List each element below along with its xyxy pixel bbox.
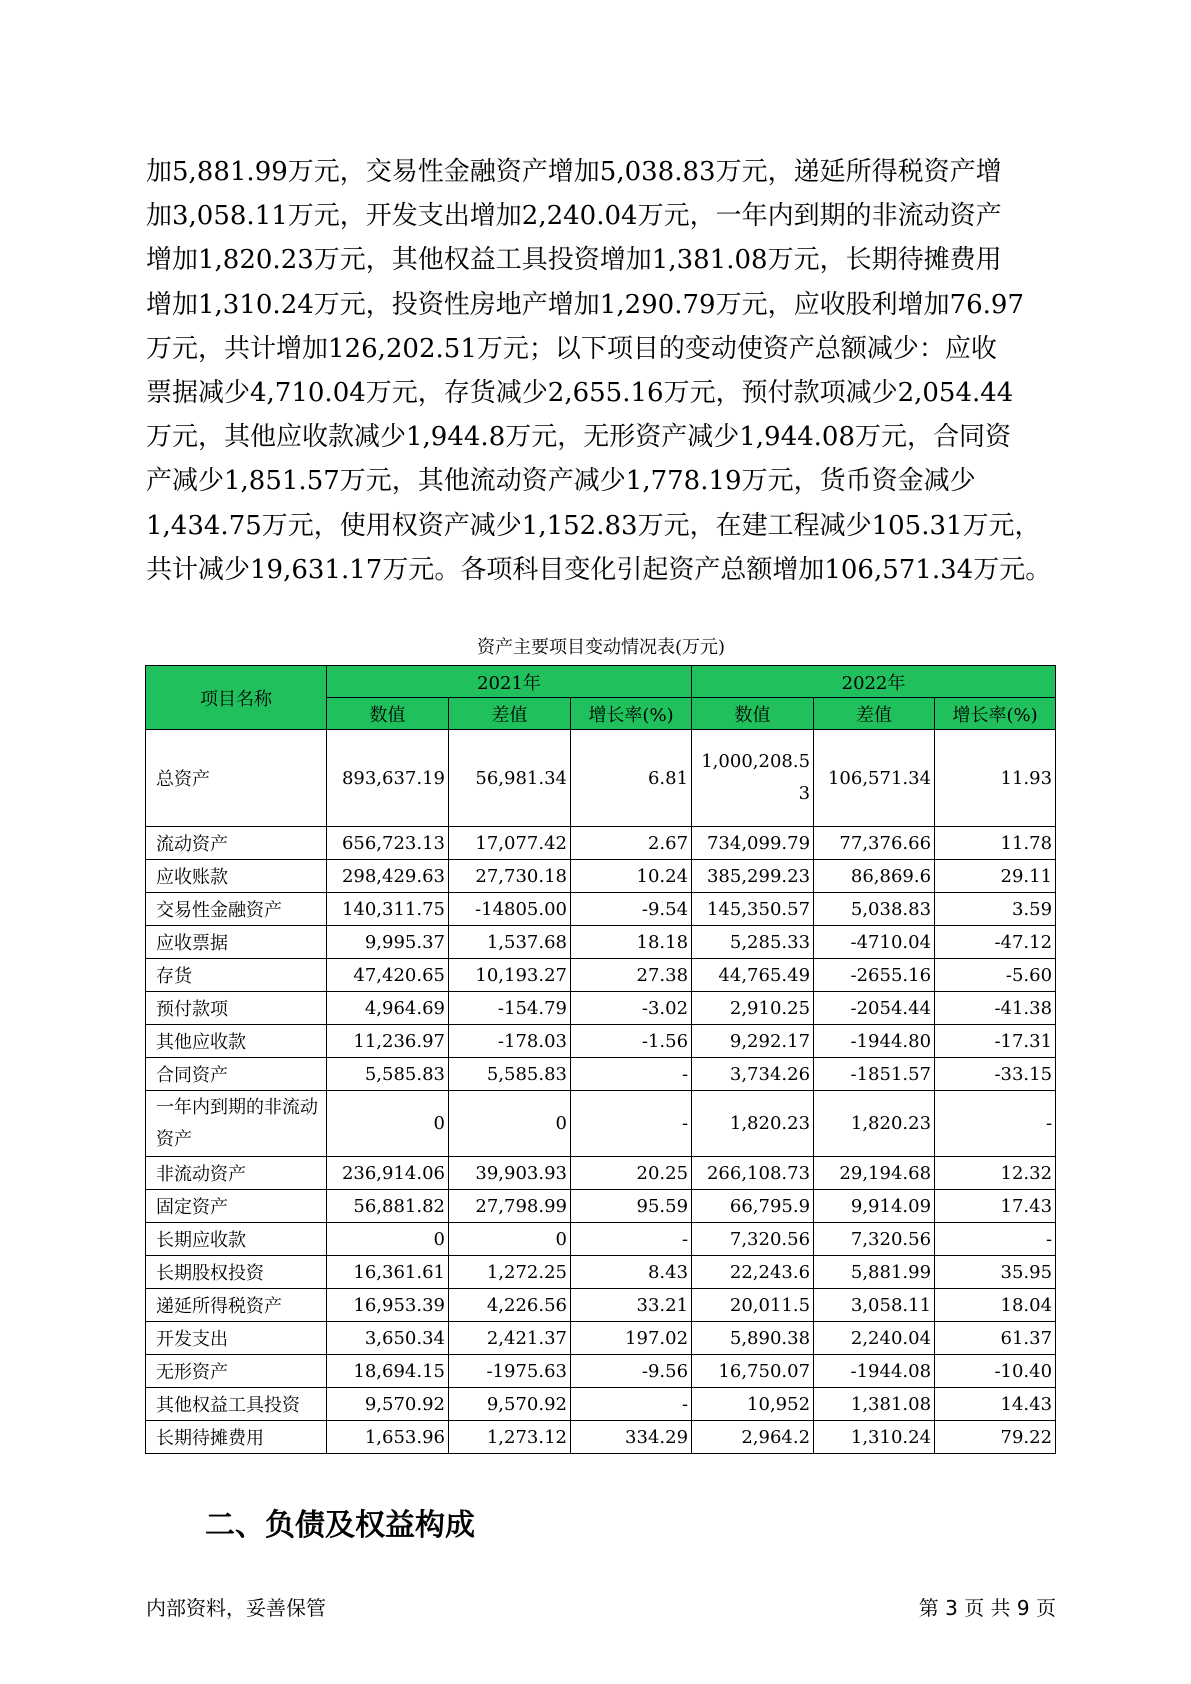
table-row <box>146 1289 1056 1322</box>
cell-growth-2021: - <box>571 1223 692 1256</box>
row-item-name: 长期股权投资 <box>146 1256 327 1289</box>
cell-value-2022: 44,765.49 <box>692 959 814 992</box>
cell-value-2021: 11,236.97 <box>327 1025 449 1058</box>
table-row <box>146 1025 1056 1058</box>
cell-value-2021: 236,914.06 <box>327 1157 449 1190</box>
paragraph-line: 加5,881.99万元，交易性金融资产增加5,038.83万元，递延所得税资产增 <box>146 157 1002 187</box>
cell-diff-2022: -4710.04 <box>814 926 935 959</box>
cell-growth-2022: 18.04 <box>935 1289 1056 1322</box>
cell-growth-2022: -47.12 <box>935 926 1056 959</box>
cell-growth-2022: -33.15 <box>935 1058 1056 1091</box>
row-item-name: 流动资产 <box>146 827 327 860</box>
header-item-name: 项目名称 <box>146 666 327 730</box>
cell-value-2021: 3,650.34 <box>327 1322 449 1355</box>
cell-growth-2021: 6.81 <box>571 730 692 827</box>
cell-growth-2021: - <box>571 1058 692 1091</box>
header-growth-2021: 增长率(%) <box>571 698 692 730</box>
cell-growth-2022: 11.93 <box>935 730 1056 827</box>
cell-diff-2022: 9,914.09 <box>814 1190 935 1223</box>
cell-growth-2021: - <box>571 1091 692 1157</box>
paragraph-line: 万元，共计增加126,202.51万元；以下项目的变动使资产总额减少：应收 <box>146 333 997 364</box>
cell-growth-2021: -9.54 <box>571 893 692 926</box>
cell-value-2021: 4,964.69 <box>327 992 449 1025</box>
cell-diff-2022: 106,571.34 <box>814 730 935 827</box>
header-growth-2022: 增长率(%) <box>935 698 1056 730</box>
table-row <box>146 1190 1056 1223</box>
footer-confidential-note: 内部资料，妥善保管 <box>146 1596 326 1620</box>
cell-growth-2022: 61.37 <box>935 1322 1056 1355</box>
cell-value-2021: 298,429.63 <box>327 860 449 893</box>
row-item-name: 其他应收款 <box>146 1025 327 1058</box>
cell-value-2022: 22,243.6 <box>692 1256 814 1289</box>
row-item-name: 预付款项 <box>146 992 327 1025</box>
asset-change-table <box>145 665 1056 1454</box>
row-item-name: 总资产 <box>146 730 327 827</box>
cell-growth-2022: 79.22 <box>935 1421 1056 1454</box>
header-year-2021: 2021年 <box>327 666 692 698</box>
row-item-name: 一年内到期的非流动资产 <box>146 1091 327 1157</box>
cell-value-2022: 2,964.2 <box>692 1421 814 1454</box>
cell-value-2022: 385,299.23 <box>692 860 814 893</box>
table-row <box>146 860 1056 893</box>
paragraph-line: 1,434.75万元，使用权资产减少1,152.83万元，在建工程减少105.31万元， <box>146 510 1041 541</box>
cell-growth-2021: 33.21 <box>571 1289 692 1322</box>
cell-diff-2021: 10,193.27 <box>449 959 571 992</box>
cell-growth-2022: 35.95 <box>935 1256 1056 1289</box>
cell-diff-2022: -2655.16 <box>814 959 935 992</box>
cell-diff-2021: 1,272.25 <box>449 1256 571 1289</box>
header-value-2021: 数值 <box>327 698 449 730</box>
table-row <box>146 1355 1056 1388</box>
cell-value-2022: 10,952 <box>692 1388 814 1421</box>
cell-growth-2021: - <box>571 1388 692 1421</box>
cell-diff-2021: 17,077.42 <box>449 827 571 860</box>
cell-diff-2021: 0 <box>449 1223 571 1256</box>
cell-value-2021: 18,694.15 <box>327 1355 449 1388</box>
cell-value-2022: 734,099.79 <box>692 827 814 860</box>
cell-value-2021: 5,585.83 <box>327 1058 449 1091</box>
cell-growth-2022: 11.78 <box>935 827 1056 860</box>
cell-diff-2021: 5,585.83 <box>449 1058 571 1091</box>
cell-growth-2022: 29.11 <box>935 860 1056 893</box>
cell-growth-2021: 2.67 <box>571 827 692 860</box>
cell-value-2022: 9,292.17 <box>692 1025 814 1058</box>
cell-growth-2022: 12.32 <box>935 1157 1056 1190</box>
cell-growth-2021: 10.24 <box>571 860 692 893</box>
cell-diff-2022: 3,058.11 <box>814 1289 935 1322</box>
header-year-2022: 2022年 <box>692 666 1056 698</box>
cell-diff-2022: -2054.44 <box>814 992 935 1025</box>
cell-diff-2021: -154.79 <box>449 992 571 1025</box>
row-item-name: 合同资产 <box>146 1058 327 1091</box>
header-diff-2021: 差值 <box>449 698 571 730</box>
table-row <box>146 992 1056 1025</box>
cell-value-2021: 656,723.13 <box>327 827 449 860</box>
cell-value-2021: 16,361.61 <box>327 1256 449 1289</box>
row-item-name: 非流动资产 <box>146 1157 327 1190</box>
cell-diff-2021: 56,981.34 <box>449 730 571 827</box>
row-item-name: 存货 <box>146 959 327 992</box>
cell-diff-2021: 1,537.68 <box>449 926 571 959</box>
cell-diff-2021: 2,421.37 <box>449 1322 571 1355</box>
cell-value-2022: 2,910.25 <box>692 992 814 1025</box>
cell-value-2021: 0 <box>327 1091 449 1157</box>
cell-growth-2022: 3.59 <box>935 893 1056 926</box>
table-row <box>146 1157 1056 1190</box>
row-item-name: 长期应收款 <box>146 1223 327 1256</box>
cell-diff-2021: -14805.00 <box>449 893 571 926</box>
table-row <box>146 893 1056 926</box>
table-row <box>146 1322 1056 1355</box>
cell-value-2022: 7,320.56 <box>692 1223 814 1256</box>
cell-value-2021: 9,995.37 <box>327 926 449 959</box>
cell-growth-2022: - <box>935 1223 1056 1256</box>
cell-diff-2022: 29,194.68 <box>814 1157 935 1190</box>
table-row <box>146 959 1056 992</box>
cell-diff-2021: -1975.63 <box>449 1355 571 1388</box>
section-heading: 二、负债及权益构成 <box>205 1508 475 1543</box>
cell-diff-2022: 5,881.99 <box>814 1256 935 1289</box>
cell-diff-2022: 2,240.04 <box>814 1322 935 1355</box>
table-row <box>146 1058 1056 1091</box>
cell-growth-2022: 14.43 <box>935 1388 1056 1421</box>
cell-growth-2021: -9.56 <box>571 1355 692 1388</box>
cell-value-2022: 5,285.33 <box>692 926 814 959</box>
paragraph-line: 万元，其他应收款减少1,944.8万元，无形资产减少1,944.08万元，合同资 <box>146 422 1012 453</box>
cell-growth-2021: 27.38 <box>571 959 692 992</box>
paragraph-line: 加3,058.11万元，开发支出增加2,240.04万元，一年内到期的非流动资产 <box>146 201 1002 232</box>
table-header <box>146 666 1056 730</box>
table-row <box>146 827 1056 860</box>
cell-growth-2021: 95.59 <box>571 1190 692 1223</box>
cell-value-2021: 9,570.92 <box>327 1388 449 1421</box>
cell-value-2021: 1,653.96 <box>327 1421 449 1454</box>
row-item-name: 固定资产 <box>146 1190 327 1223</box>
cell-diff-2022: 1,310.24 <box>814 1421 935 1454</box>
table-row <box>146 730 1056 827</box>
table-row <box>146 1421 1056 1454</box>
cell-diff-2021: 27,798.99 <box>449 1190 571 1223</box>
row-item-name: 应收账款 <box>146 860 327 893</box>
footer-page-number: 第 3 页 共 9 页 <box>918 1596 1056 1620</box>
table-row <box>146 1223 1056 1256</box>
cell-growth-2022: 17.43 <box>935 1190 1056 1223</box>
cell-growth-2022: -17.31 <box>935 1025 1056 1058</box>
header-value-2022: 数值 <box>692 698 814 730</box>
cell-diff-2021: -178.03 <box>449 1025 571 1058</box>
cell-growth-2021: 8.43 <box>571 1256 692 1289</box>
row-item-name: 交易性金融资产 <box>146 893 327 926</box>
cell-diff-2022: 7,320.56 <box>814 1223 935 1256</box>
table-row <box>146 926 1056 959</box>
cell-value-2021: 47,420.65 <box>327 959 449 992</box>
cell-diff-2021: 9,570.92 <box>449 1388 571 1421</box>
cell-value-2022: 266,108.73 <box>692 1157 814 1190</box>
cell-value-2022: 66,795.9 <box>692 1190 814 1223</box>
paragraph-line: 共计减少19,631.17万元。各项科目变化引起资产总额增加106,571.34万元。 <box>146 554 1052 585</box>
header-diff-2022: 差值 <box>814 698 935 730</box>
cell-growth-2021: -1.56 <box>571 1025 692 1058</box>
paragraph-line: 增加1,820.23万元，其他权益工具投资增加1,381.08万元，长期待摊费用 <box>146 245 1002 276</box>
row-item-name: 开发支出 <box>146 1322 327 1355</box>
cell-growth-2022: - <box>935 1091 1056 1157</box>
cell-diff-2021: 0 <box>449 1091 571 1157</box>
cell-value-2021: 16,953.39 <box>327 1289 449 1322</box>
cell-growth-2022: -10.40 <box>935 1355 1056 1388</box>
paragraph-line: 增加1,310.24万元，投资性房地产增加1,290.79万元，应收股利增加76.97 <box>146 289 1024 320</box>
body-paragraph <box>146 150 1066 592</box>
cell-value-2021: 893,637.19 <box>327 730 449 827</box>
cell-diff-2022: -1944.80 <box>814 1025 935 1058</box>
table-body <box>146 730 1056 1454</box>
row-item-name: 无形资产 <box>146 1355 327 1388</box>
row-item-name: 长期待摊费用 <box>146 1421 327 1454</box>
cell-diff-2022: 86,869.6 <box>814 860 935 893</box>
cell-diff-2021: 39,903.93 <box>449 1157 571 1190</box>
table-row <box>146 1091 1056 1157</box>
paragraph-line: 产减少1,851.57万元，其他流动资产减少1,778.19万元，货币资金减少 <box>146 466 976 497</box>
cell-diff-2022: 1,820.23 <box>814 1091 935 1157</box>
cell-value-2022: 145,350.57 <box>692 893 814 926</box>
cell-diff-2021: 4,226.56 <box>449 1289 571 1322</box>
cell-growth-2021: 20.25 <box>571 1157 692 1190</box>
cell-diff-2021: 1,273.12 <box>449 1421 571 1454</box>
cell-value-2022: 5,890.38 <box>692 1322 814 1355</box>
cell-growth-2021: 334.29 <box>571 1421 692 1454</box>
cell-diff-2022: 77,376.66 <box>814 827 935 860</box>
cell-growth-2021: -3.02 <box>571 992 692 1025</box>
cell-value-2022: 20,011.5 <box>692 1289 814 1322</box>
cell-diff-2022: 1,381.08 <box>814 1388 935 1421</box>
cell-value-2022: 16,750.07 <box>692 1355 814 1388</box>
cell-growth-2022: -5.60 <box>935 959 1056 992</box>
cell-diff-2022: -1944.08 <box>814 1355 935 1388</box>
cell-value-2021: 0 <box>327 1223 449 1256</box>
cell-diff-2022: 5,038.83 <box>814 893 935 926</box>
cell-growth-2021: 18.18 <box>571 926 692 959</box>
cell-value-2021: 140,311.75 <box>327 893 449 926</box>
table-row <box>146 1256 1056 1289</box>
cell-value-2021: 56,881.82 <box>327 1190 449 1223</box>
paragraph-line: 票据减少4,710.04万元，存货减少2,655.16万元，预付款项减少2,054.44 <box>146 378 1014 409</box>
table-caption: 资产主要项目变动情况表(万元) <box>476 637 726 658</box>
cell-value-2022: 1,820.23 <box>692 1091 814 1157</box>
cell-value-2022: 1,000,208.53 <box>692 730 814 827</box>
row-item-name: 应收票据 <box>146 926 327 959</box>
cell-diff-2021: 27,730.18 <box>449 860 571 893</box>
cell-growth-2022: -41.38 <box>935 992 1056 1025</box>
table-row <box>146 1388 1056 1421</box>
row-item-name: 其他权益工具投资 <box>146 1388 327 1421</box>
cell-value-2022: 3,734.26 <box>692 1058 814 1091</box>
cell-growth-2021: 197.02 <box>571 1322 692 1355</box>
row-item-name: 递延所得税资产 <box>146 1289 327 1322</box>
cell-diff-2022: -1851.57 <box>814 1058 935 1091</box>
